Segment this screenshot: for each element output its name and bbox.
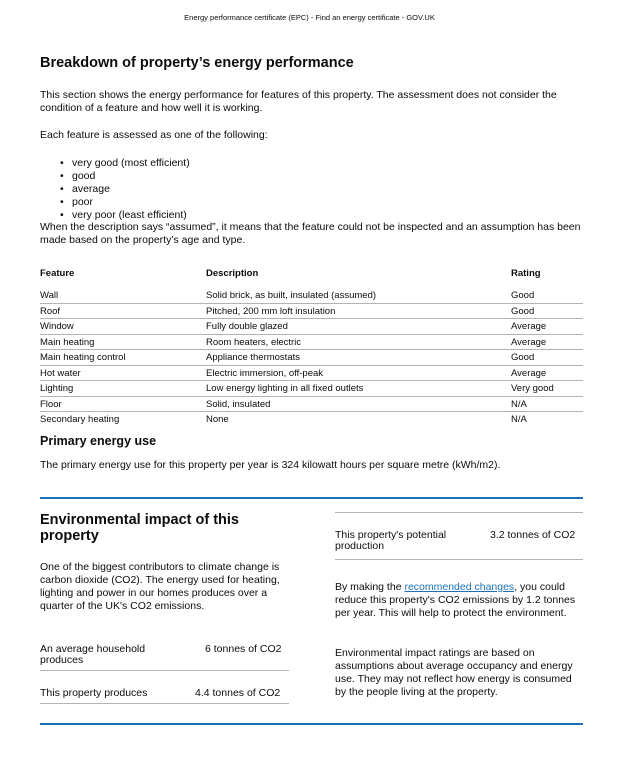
- property-produces-value: 4.4 tonnes of CO2: [195, 687, 281, 699]
- divider: [40, 703, 289, 704]
- description-cell: Room heaters, electric: [206, 334, 511, 350]
- section-divider-top: [40, 497, 583, 499]
- list-item: • very poor (least efficient): [72, 209, 190, 222]
- rating-scale-list: [40, 157, 190, 222]
- divider: [335, 559, 583, 560]
- environmental-intro: One of the biggest contributors to climate change is carbon dioxide (CO2). The energy used for heating, lighting and power in our homes produces over a quarter of the UK's CO2 emissions.: [40, 561, 280, 612]
- feature-cell: Lighting: [40, 381, 206, 397]
- breakdown-title: Breakdown of property’s energy performance: [40, 55, 354, 71]
- table-header-row: [40, 267, 583, 288]
- table-row: [40, 319, 583, 335]
- potential-production-label: This property's potential production: [335, 529, 447, 552]
- section-divider-bottom: [40, 723, 583, 725]
- rating-cell: Good: [511, 303, 583, 319]
- list-item: • poor: [72, 196, 190, 209]
- primary-energy-text: The primary energy use for this property per year is 324 kilowatt hours per square metre (kWh/m2).: [40, 459, 501, 471]
- description-cell: Fully double glazed: [206, 319, 511, 335]
- table-row: [40, 396, 583, 412]
- rating-cell: Average: [511, 319, 583, 335]
- description-cell: Electric immersion, off-peak: [206, 365, 511, 381]
- feature-cell: Wall: [40, 288, 206, 303]
- table-row: [40, 381, 583, 397]
- description-cell: Solid brick, as built, insulated (assumed): [206, 288, 511, 303]
- feature-cell: Main heating control: [40, 350, 206, 366]
- list-item: • good: [72, 170, 190, 183]
- column-header-feature: Feature: [40, 267, 75, 279]
- assumed-note: When the description says “assumed”, it means that the feature could not be inspected and an assumption has been made based on the property’s age and type.: [40, 221, 581, 246]
- table-row: [40, 365, 583, 381]
- list-item: • average: [72, 183, 190, 196]
- feature-cell: Floor: [40, 396, 206, 412]
- property-produces-label: This property produces: [40, 687, 148, 699]
- primary-energy-title: Primary energy use: [40, 434, 157, 448]
- table-row: [40, 288, 583, 303]
- divider: [335, 512, 583, 513]
- reduce-emissions-text: [335, 581, 583, 620]
- feature-cell: Secondary heating: [40, 414, 120, 425]
- description-cell: Low energy lighting in all fixed outlets: [206, 381, 511, 397]
- ratings-note: Environmental impact ratings are based on assumptions about average occupancy and energy use. They may not reflect how energy is consumed by the people living at the property.: [335, 647, 573, 698]
- rating-cell: N/A: [511, 414, 527, 425]
- description-cell: None: [206, 414, 229, 425]
- average-household-label: An average household produces: [40, 643, 146, 666]
- feature-cell: Hot water: [40, 365, 206, 381]
- feature-table: [40, 267, 583, 427]
- breakdown-intro: This section shows the energy performance for features of this property. The assessment does not consider the condition of a feature and how well it is working.: [40, 89, 557, 114]
- potential-production-value: 3.2 tonnes of CO2: [490, 529, 576, 541]
- column-header-rating: Rating: [511, 267, 541, 279]
- table-row: [40, 334, 583, 350]
- environmental-title: Environmental impact of this property: [40, 512, 239, 544]
- table-row: [40, 412, 583, 427]
- table-row: [40, 350, 583, 366]
- table-row: [40, 303, 583, 319]
- rating-cell: N/A: [511, 396, 583, 412]
- description-cell: Solid, insulated: [206, 396, 511, 412]
- feature-cell: Roof: [40, 303, 206, 319]
- recommended-changes-link[interactable]: recommended changes: [404, 581, 515, 593]
- reduce-text-start: By making the: [335, 581, 405, 593]
- assessed-intro: Each feature is assessed as one of the following:: [40, 129, 268, 141]
- description-cell: Pitched, 200 mm loft insulation: [206, 303, 511, 319]
- rating-cell: Good: [511, 350, 583, 366]
- rating-cell: Very good: [511, 381, 583, 397]
- feature-cell: Main heating: [40, 334, 206, 350]
- feature-cell: Window: [40, 319, 206, 335]
- rating-cell: Good: [511, 288, 583, 303]
- rating-cell: Average: [511, 365, 583, 381]
- rating-cell: Average: [511, 334, 583, 350]
- browser-print-header: Energy performance certificate (EPC) - Find an energy certificate - GOV.UK: [184, 13, 435, 22]
- average-household-value: 6 tonnes of CO2: [205, 643, 282, 655]
- description-cell: Appliance thermostats: [206, 350, 511, 366]
- divider: [40, 670, 289, 671]
- reduce-text-end: , you could reduce this property's CO2 emissions by 1.2 tonnes per year. This will help to protect the environment.: [335, 581, 576, 619]
- column-header-description: Description: [206, 267, 259, 279]
- list-item: • very good (most efficient): [72, 157, 190, 170]
